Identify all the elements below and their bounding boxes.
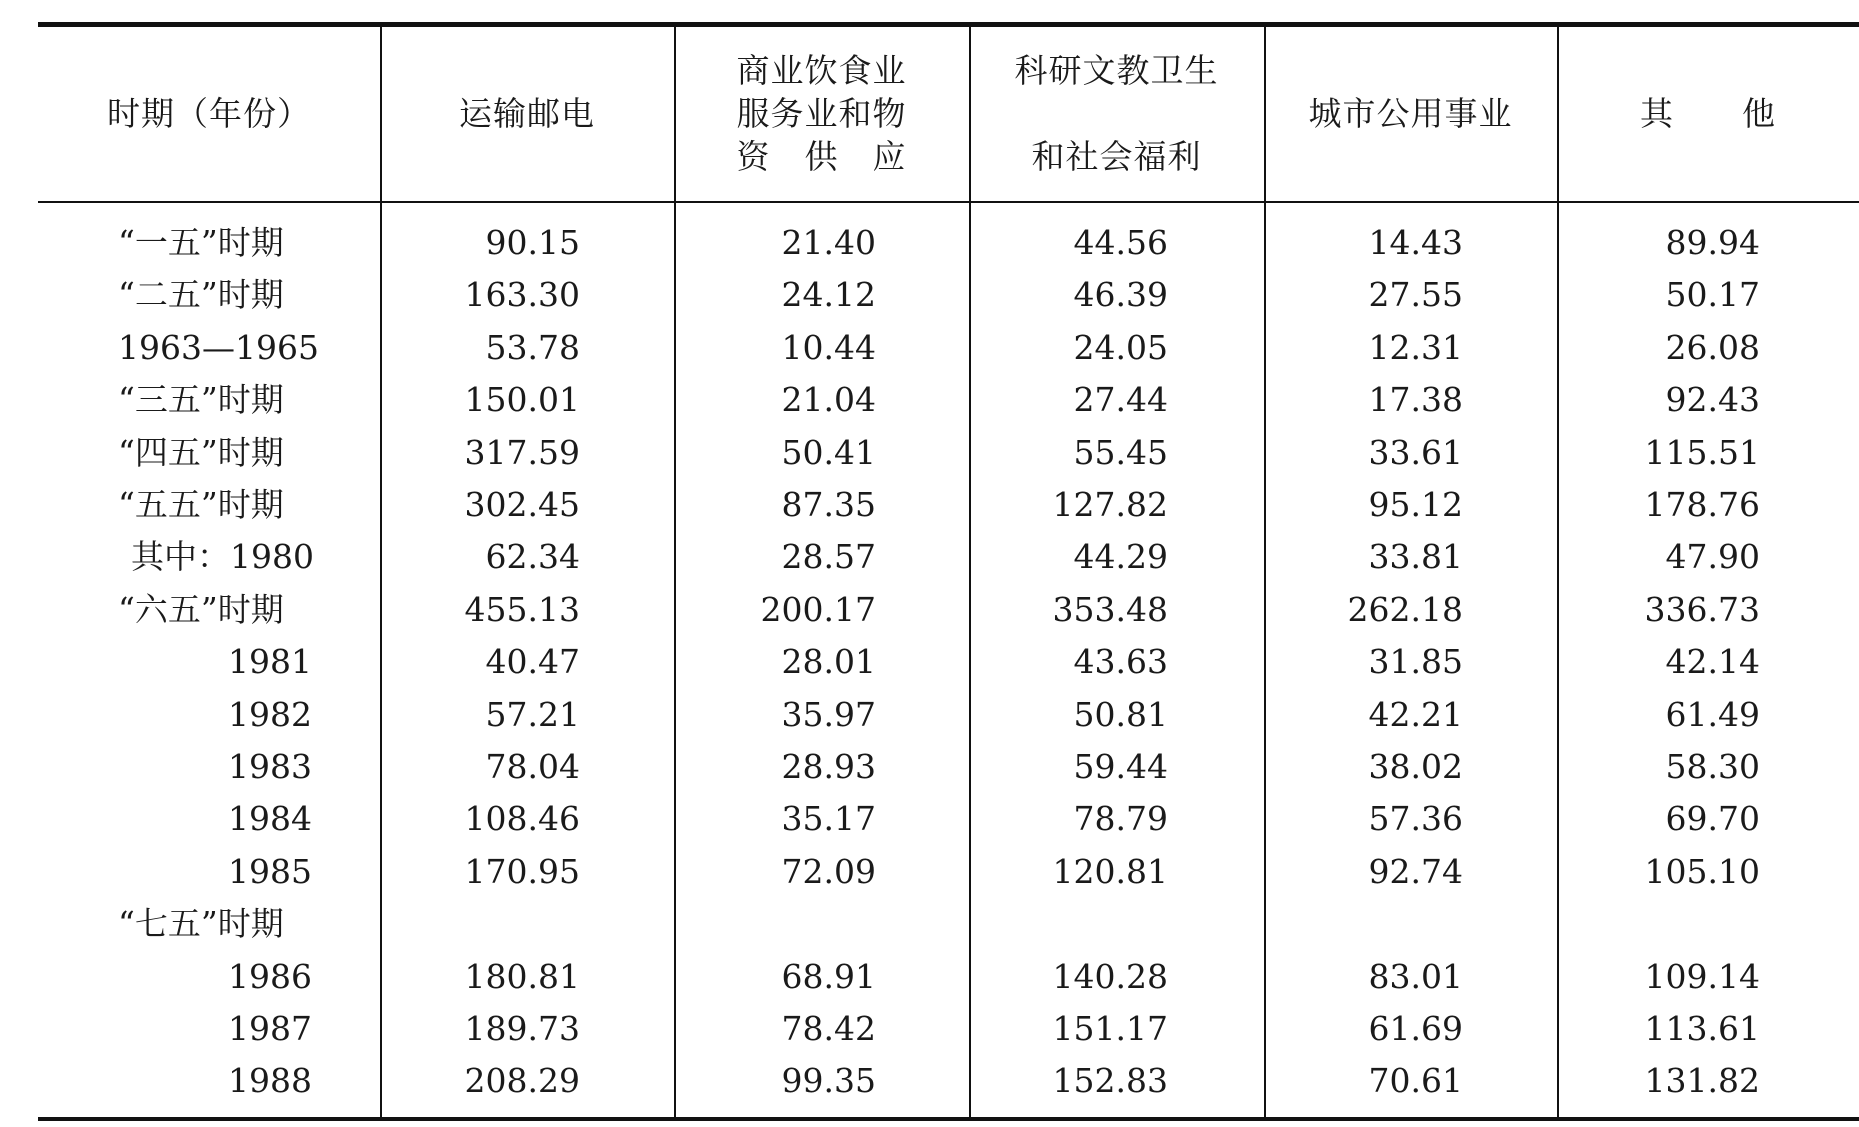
- value-cell: 42.21: [1368, 694, 1463, 734]
- value-cell: 317.59: [464, 432, 580, 472]
- value-cell: 44.56: [1073, 223, 1168, 262]
- value-cell: 17.38: [1368, 380, 1463, 420]
- value-cell: 43.63: [1073, 642, 1168, 682]
- value-cell: 14.43: [1368, 223, 1463, 262]
- value-cell: [928, 898, 1168, 950]
- value-cell: 336.73: [1644, 589, 1760, 629]
- value-cell: 24.05: [1073, 327, 1168, 367]
- header-line: 资 供 应: [736, 137, 907, 176]
- period-cell: 1987: [228, 1009, 312, 1048]
- transport-header: [380, 92, 674, 135]
- utilities-header: [1264, 92, 1557, 135]
- period-cell: “四五”时期: [118, 432, 284, 472]
- bottom-rule: [38, 1117, 1859, 1121]
- value-cell: 72.09: [781, 851, 876, 891]
- value-cell: 47.90: [1665, 537, 1760, 577]
- value-cell: 92.43: [1665, 380, 1760, 420]
- value-cell: 90.15: [485, 223, 580, 262]
- value-cell: 28.01: [781, 642, 876, 682]
- period-cell: “三五”时期: [118, 380, 284, 420]
- value-cell: 27.55: [1368, 275, 1463, 315]
- value-cell: 113.61: [1644, 1009, 1760, 1048]
- period-cell: 1983: [228, 747, 312, 786]
- value-cell: 262.18: [1347, 589, 1463, 629]
- header-line: 其 他: [1640, 94, 1776, 133]
- value-cell: 78.04: [485, 747, 580, 786]
- header-line: 时期（年份）: [107, 94, 311, 133]
- value-cell: 89.94: [1665, 223, 1760, 262]
- value-cell: 70.61: [1368, 1061, 1463, 1101]
- value-cell: 99.35: [781, 1061, 876, 1101]
- value-cell: 24.12: [781, 275, 876, 315]
- value-cell: 87.35: [781, 485, 876, 524]
- period-cell: 1988: [228, 1061, 312, 1101]
- value-cell: 59.44: [1073, 747, 1168, 786]
- value-cell: 163.30: [464, 275, 580, 315]
- value-cell: 58.30: [1665, 747, 1760, 786]
- value-cell: 178.76: [1644, 485, 1760, 524]
- value-cell: 131.82: [1644, 1061, 1760, 1101]
- value-cell: [636, 898, 876, 950]
- value-cell: 95.12: [1368, 485, 1463, 524]
- period-cell: 1981: [228, 642, 312, 682]
- value-cell: 108.46: [464, 799, 580, 839]
- value-cell: 115.51: [1644, 432, 1760, 472]
- period-cell: “二五”时期: [118, 275, 284, 315]
- value-cell: 42.14: [1665, 642, 1760, 682]
- value-cell: 21.40: [781, 223, 876, 262]
- period-cell: 1984: [228, 799, 312, 839]
- commerce-header: [674, 49, 969, 178]
- period-cell: 1982: [228, 694, 312, 734]
- value-cell: 50.17: [1665, 275, 1760, 315]
- period-cell: 1963—1965: [118, 327, 319, 367]
- value-cell: 33.81: [1368, 537, 1463, 577]
- value-cell: 180.81: [464, 956, 580, 996]
- value-cell: 302.45: [464, 485, 580, 524]
- value-cell: [1520, 898, 1760, 950]
- value-cell: 83.01: [1368, 956, 1463, 996]
- value-cell: 78.79: [1073, 799, 1168, 839]
- value-cell: 353.48: [1052, 589, 1168, 629]
- value-cell: 62.34: [485, 537, 580, 577]
- value-cell: 455.13: [464, 589, 580, 629]
- value-cell: 10.44: [781, 327, 876, 367]
- period-cell: “一五”时期: [118, 223, 284, 262]
- period-cell: “五五”时期: [118, 485, 284, 524]
- value-cell: 152.83: [1052, 1061, 1168, 1101]
- header-line: 和社会福利: [1031, 137, 1202, 176]
- value-cell: 140.28: [1052, 956, 1168, 996]
- value-cell: 68.91: [781, 956, 876, 996]
- value-cell: 105.10: [1644, 851, 1760, 891]
- science-header: [969, 49, 1264, 178]
- value-cell: 35.97: [781, 694, 876, 734]
- other-header: [1557, 92, 1859, 135]
- value-cell: 46.39: [1073, 275, 1168, 315]
- value-cell: 78.42: [781, 1009, 876, 1048]
- value-cell: 28.93: [781, 747, 876, 786]
- header-line: 运输邮电: [459, 94, 595, 133]
- value-cell: 200.17: [760, 589, 876, 629]
- value-cell: 35.17: [781, 799, 876, 839]
- value-cell: 109.14: [1644, 956, 1760, 996]
- period-cell: 1985: [228, 851, 312, 891]
- value-cell: 53.78: [485, 327, 580, 367]
- header-line: 商业饮食业: [736, 51, 907, 90]
- value-cell: 57.21: [485, 694, 580, 734]
- header-bottom-rule: [38, 201, 1859, 203]
- header-line: 城市公用事业: [1308, 94, 1513, 133]
- value-cell: 127.82: [1052, 485, 1168, 524]
- top-rule: [38, 22, 1859, 27]
- value-cell: 28.57: [781, 537, 876, 577]
- value-cell: 61.49: [1665, 694, 1760, 734]
- value-cell: 50.81: [1073, 694, 1168, 734]
- period-cell: “七五”时期: [118, 904, 284, 944]
- value-cell: 208.29: [464, 1061, 580, 1101]
- period-cell: “六五”时期: [118, 589, 284, 629]
- value-cell: 92.74: [1368, 851, 1463, 891]
- header-line: [969, 92, 1264, 135]
- value-cell: 27.44: [1073, 380, 1168, 420]
- value-cell: 57.36: [1368, 799, 1463, 839]
- value-cell: 189.73: [464, 1009, 580, 1048]
- value-cell: 21.04: [781, 380, 876, 420]
- value-cell: [1223, 898, 1463, 950]
- header-line: 科研文教卫生: [1014, 51, 1219, 90]
- value-cell: 31.85: [1368, 642, 1463, 682]
- value-cell: 55.45: [1073, 432, 1168, 472]
- value-cell: 38.02: [1368, 747, 1463, 786]
- period-header: [38, 92, 380, 135]
- value-cell: 33.61: [1368, 432, 1463, 472]
- value-cell: 40.47: [485, 642, 580, 682]
- value-cell: 61.69: [1368, 1009, 1463, 1048]
- value-cell: 26.08: [1665, 327, 1760, 367]
- period-cell: 1986: [228, 956, 312, 996]
- value-cell: 170.95: [464, 851, 580, 891]
- value-cell: 12.31: [1368, 327, 1463, 367]
- value-cell: 50.41: [781, 432, 876, 472]
- value-cell: 44.29: [1073, 537, 1168, 577]
- value-cell: 151.17: [1052, 1009, 1168, 1048]
- value-cell: 120.81: [1052, 851, 1168, 891]
- header-line: 服务业和物: [736, 94, 907, 133]
- period-cell: 其中：1980: [131, 537, 314, 577]
- value-cell: 69.70: [1665, 799, 1760, 839]
- value-cell: 150.01: [464, 380, 580, 420]
- value-cell: [340, 898, 580, 950]
